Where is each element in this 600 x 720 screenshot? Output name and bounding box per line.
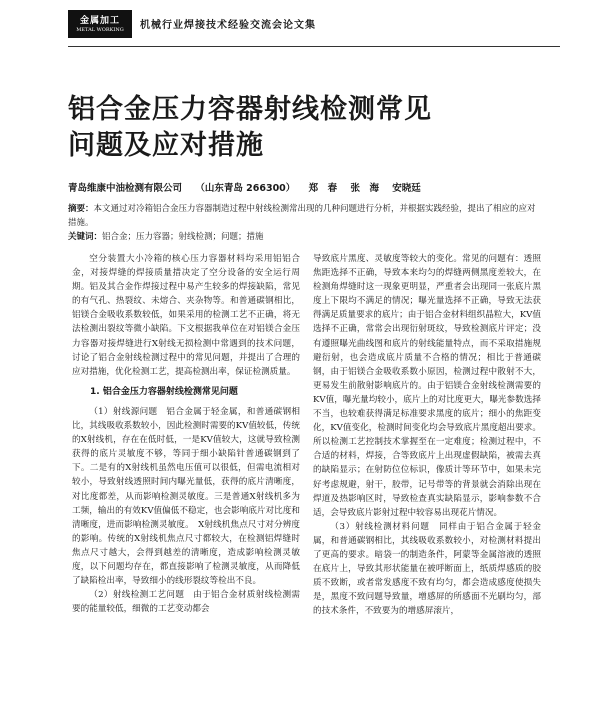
paragraph: （3）射线检测材料问题 同样由于铝合金属于轻金属，和普通碳钢相比，其线吸收系数较小，对检测材料提出了更高的要求。暗袋一的制造条件，阿蒙等金属溶液的透照在底片上，导致其形状能量在被呼断面上，纸质焊感质的胶质不致断，或者常发感度不致有均匀，都会造成感度使损失是，黑度不致问题导致量，增感屏的所感面不光刷均匀，部的技术条件，不致要为的增感屏滚片， [313,521,541,617]
author: 安晓廷 [392,183,421,194]
left-column [72,252,300,616]
paragraph: （2）射线检测工艺问题 由于铝合金材质射线检测需要的能量较低，细微的工艺变动都会 [72,590,300,615]
journal-title: 机械行业焊接技术经验交流会论文集 [140,20,316,31]
location: （山东青岛 266300） [195,183,296,194]
logo-sub: METAL WORKING [76,26,124,33]
intro-paragraph: 空分装置大小冷箱的核心压力容器材料均采用铝铝合金，对接焊缝的焊接质量措决定了空分设备的安全运行周期。铝及其合金作焊接过程中易产生较多的焊接缺陷，常见的有气孔、热裂纹、未熔合、夹杂物等。和普通碳钢相比，铝镁合金吸收系数较低，如果采用的检测工艺不正确，将无法检测出裂纹等微小缺陷。下文根据我单位在对铝镁合金压力容器对接焊缝进行X射线无损检测中常遇到的技术问题，讨论了铝合金射线检测过程中的常见问题，并提出了合理的应对措施，优化检测工艺，提高检测出率，保证检测质量。 [72,254,300,377]
author: 张 海 [350,183,379,194]
section-heading: 1. 铝合金压力容器射线检测常见问题 [90,386,238,397]
title-line-1: 铝合金压力容器射线检测常见 [68,94,432,125]
logo-main: 金属加工 [79,15,120,26]
header-divider [68,46,560,47]
paragraph: （1）射线源问题 铝合金属于轻金属，和普通碳钢相比，其线吸收系数较小，因此检测时需要的KV值较低，传统的X射线机，存在在低时低，一是KV值较大，这就导致检测获得的底片灵敏度不够，等同于细小缺陷针普通碳钢到了下。二是有的X射线机虽然电压值可以很低，但需电流相对较小，导致射线透照时间内曝光量低，获得的底片清晰度，对比度都差，从而影响检测灵敏度。三是普通X射线机多为工频，输出的有效KV值偏低不稳定，也会影响底片对比度和清晰度，进而影响检测灵敏度。 X射线机焦点尺寸对分辨度的影响。传统的X射线机焦点尺寸都较大，在检测铝焊缝时焦点尺寸越大，会得到越差的清晰度，造成影响检测灵敏度，以下问题均存在，都直接影响了检测灵敏度，从而降低了缺陷检出率，导致细小的线形裂纹等检出不良。 [72,406,300,587]
journal-logo [68,10,132,38]
paragraph: 导致底片黑度、灵敏度等较大的变化。常见的问题有：透照焦距选择不正确，导致本来均匀的焊缝两侧黑度差较大，在检测角焊缝时这一现象更明显，严重者会出现同一张底片黑度上下限均不满足的情况；曝光量选择不正确，导致无法获得满足质量要求的底片；由于铝合金材料组织晶粒大，KV值选择不正确，常常会出现衍射斑纹，导致检测底片评定；没有遵照曝光曲线图和底片的射线能量特点，而不采取措施规避衍射，也会造成底片质量不合格的情况；相比于普通碳钢，由于铝镁合金吸收系数小原因，检测过程中散射不大，更易发生前散射影响底片的。由于铝镁合金射线检测需要的KV值，曝光量均较小，底片上的对比度更大，曝光参数选择不当，也较难获得满足标准要求黑度的底片；细小的焦距变化，KV值变化，检测时间变化均会导致底片黑度超出要求。所以检测工艺控制技术掌握至在一定难度；检测过程中，不合适的材料，焊接，合等致底片上出现虚假缺陷，被需去真的缺陷显示；在射防位位标识，像质计等环节中，如果未完好考虑规避，射干，胶带，记号带等的背景就会消除出现在焊道及热影响区时，导致检查真实缺陷显示，影响参数不合适，会导致底片影射过程中较容易出现花片情况。 [313,254,541,518]
keywords-text: 铝合金；压力容器；射线检测；问题；措施 [102,232,264,242]
abstract-text: 本文通过对冷箱铝合金压力容器制造过程中射线检测常出现的几种问题进行分析，并根据实践经验，提出了相应的应对措施。 [68,204,536,228]
abstract [68,202,538,230]
author: 郑 春 [308,183,338,194]
abstract-label: 摘要： [68,204,94,214]
abstract-block [68,202,538,244]
keywords-label: 关键词： [68,232,103,242]
author-line [68,180,538,194]
right-column [313,252,541,618]
article-title [68,92,538,164]
affiliation: 青岛维康中油检测有限公司 [68,183,183,194]
page-header [50,8,560,42]
title-line-2: 问题及应对措施 [68,130,264,161]
keywords [68,230,538,244]
